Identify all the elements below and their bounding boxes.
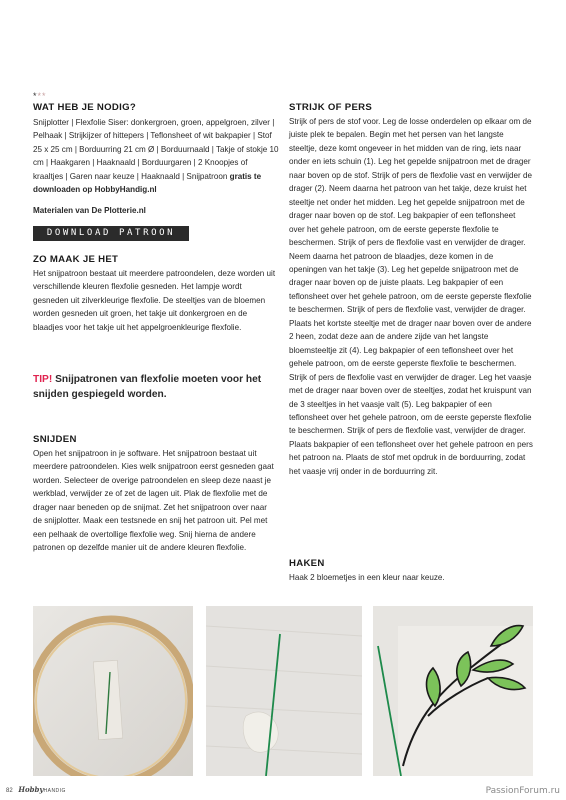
photo-1-image — [33, 606, 193, 776]
iron-text: Strijk of pers de stof voor. Leg de losse onderdelen op elkaar om de juiste plek te bepalen. Begin met het persen van het langste steeltje, deze komt ongeveer in het midden van de ring, iets naar onder en iets schuin (1). Leg het gepelde snijpatroon met de drager naar boven op de stof. Strijk of pers de flexfolie vast en verwijder de drager (2). Neem daarna het patroon van het takje, deze kruist het steeltje net onder het midden. Leg het gepelde snijpatroon met de drager naar boven op de stof. Leg bakpapier of een teflonsheet over het gehele patroon, om de eerste geperste flexfolie te beschermen. Strijk of pers de flexfolie vast en verwijder de drager. Neem daarna het patroon de blaadjes, deze komen in de openingen van het takje (3). Leg het gepelde snijpatroon met de drager naar boven op de juiste plaats. Leg bakpapier of een teflonsheet over het gehele patroon, om de eerste geperste flexfolie te beschermen. Strijk of pers de flexfolie vast, verwijder de drager. Plaats het kortste steeltje met de drager naar boven over de andere 2 heen, zodat deze aan de andere zijde van het langste bloemsteeltje zit (4). Leg bakpapier of een teflonsheet over het gehele patroon, om de eerste geperste flexfolie te beschermen. Strijk of pers de flexfolie vast en verwijder de drager. Leg het vaasje met de drager naar boven over de steeltjes, zodat het kruispunt van de 3 steeltjes in het vaasje valt (5). Leg bakpapier of een teflonsheet over het gehele patroon, om de eerste geperste flexfolie te beschermen. Strijk of pers de flexfolie vast, verwijder de drager. Plaats bakpapier of een teflonsheet over het gehele patroon en pers het patroon na. Plaats de stof met opdruk in de borduurring, zodat het vaasje vrij onder in de borduurring zit. — [289, 117, 533, 476]
photo-1 — [33, 606, 193, 776]
page-number: 82 — [6, 788, 13, 794]
photo-2-image — [206, 606, 362, 776]
star-light: ** — [37, 91, 47, 101]
heading-iron: STRIJK OF PERS — [289, 102, 373, 113]
star-dark: * — [33, 91, 38, 101]
watermark: PassionForum.ru — [485, 786, 560, 796]
materials-credit: Materialen van De Plotterie.nl — [33, 206, 146, 215]
logo-main: Hobby — [18, 785, 44, 794]
heading-make: ZO MAAK JE HET — [33, 254, 119, 265]
heading-cut: SNIJDEN — [33, 434, 77, 445]
heading-needs: WAT HEB JE NODIG? — [33, 102, 136, 113]
photo-3-image — [373, 606, 533, 776]
heading-hook: HAKEN — [289, 558, 325, 569]
photo-2 — [206, 606, 362, 776]
logo-sub: HANDIG — [43, 788, 66, 794]
needs-text: Snijplotter | Flexfolie Siser: donkergroen, groen, appelgroen, zilver | Pelhaak | Strijkijzer of hittepers | Teflonsheet of wit bakpapier | Stof 25 x 25 cm | Borduurring 21 cm Ø | Borduurnaald | Takje of stokje 10 cm | Haakgaren | Haaknaald | Borduurgaren | 2 Knoopjes of kraaltjes | Garen naar keuze | Haaknaald | Snijpatroon — [33, 118, 279, 181]
cut-text: Open het snijpatroon in je software. Het snijpatroon bestaat uit meerdere patroondelen. Kies welk snijpatroon eerst gesneden gaat worden. Selecteer de overige patroondelen en sleep deze naast je werkblad, verwijder ze of zet de lagen uit. Plak de flexfolie met de drager naar beneden op de snijmat. Zet het snijpatroon over naar de snijplotter. Maak een testsnede en snij het patroon uit. Pel met een pelhaak de overtollige flexfolie weg. Snij hierna de andere patronen op dezelfde manier uit de andere kleuren flexfolie. — [33, 449, 274, 553]
needs-download-note: gratis te downloaden op HobbyHandig.nl — [33, 171, 262, 195]
tip-label: TIP! — [33, 374, 53, 385]
hook-text: Haak 2 bloemetjes in een kleur naar keuze. — [289, 573, 445, 582]
needs-list — [33, 116, 279, 197]
make-text: Het snijpatroon bestaat uit meerdere patroondelen, deze worden uit verschillende kleuren flexfolie gesneden. Het lampje wordt gesneden uit zilverkleurige flexfolie. De steeltjes van de bloemen worden gesneden uit groen, het takje uit donkergroen en de blaadjes voor het takje uit het appelgroenkleurige flexfolie. — [33, 269, 276, 332]
footer-left — [6, 785, 66, 794]
download-pattern-button[interactable]: DOWNLOAD PATROON — [33, 226, 189, 241]
rating-stars — [33, 91, 47, 101]
tip-text: Snijpatronen van flexfolie moeten voor het snijden gespiegeld worden. — [33, 374, 262, 400]
photo-3 — [373, 606, 533, 776]
tip-box — [33, 373, 271, 402]
